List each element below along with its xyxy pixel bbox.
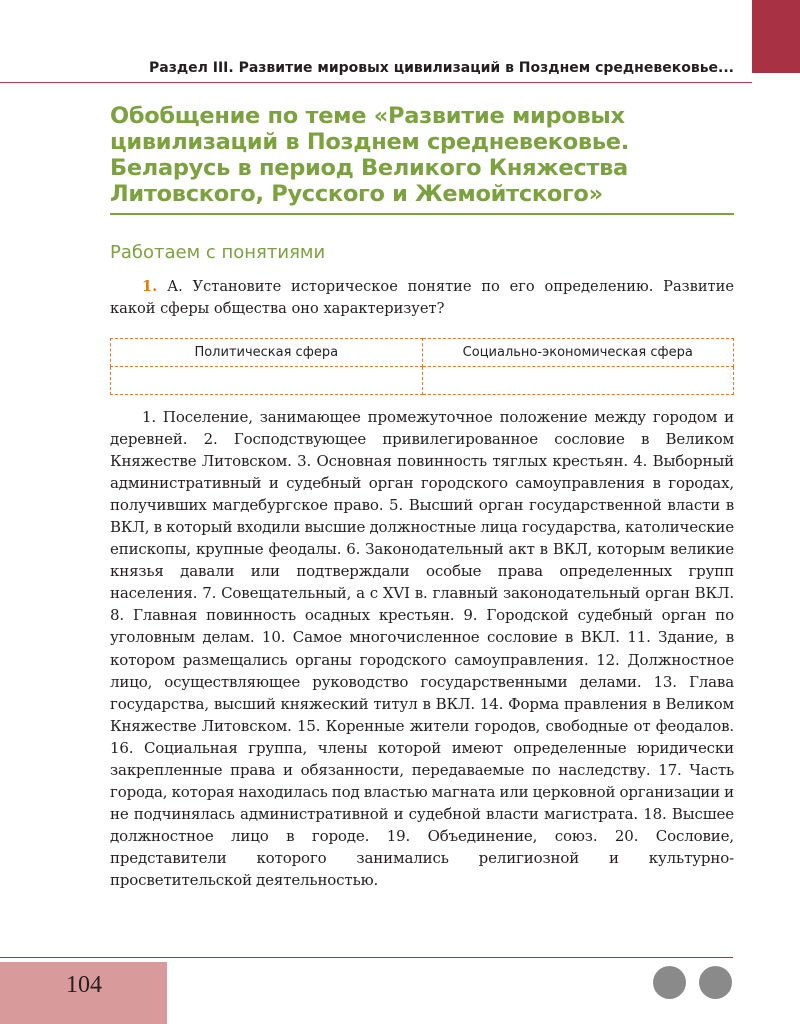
- table-header-row: [111, 339, 734, 367]
- corner-tab: [752, 0, 800, 73]
- footer-rule: [0, 957, 733, 958]
- running-header: Раздел III. Развитие мировых цивилизаций в Позднем средневековье...: [148, 60, 734, 76]
- decorative-dot-icon: [653, 966, 686, 999]
- header-political: Политическая сфера: [111, 339, 423, 367]
- header-socioeconomic: Социально-экономическая сфера: [422, 339, 734, 367]
- decorative-dot-icon: [699, 966, 732, 999]
- definitions-text: 1. Поселение, занимающее промежуточное положение между городом и деревней. 2. Господствующее привилегированное сословие в Великом Княжестве Литовском. 3. Основная повинность тяглых крестьян. 4. Выборный административный и судебный орган городского самоуправления в городах, получивших магдебургское право. 5. Высший орган государственной власти в ВКЛ, в который входили высшие должностные лица государства, католические епископы, крупные феодалы. 6. Законодательный акт в ВКЛ, которым великие князья давали или подтверждали особые права определенных групп населения. 7. Совещательный, а с XVI в. главный законодательный орган ВКЛ. 8. Главная повинность осадных крестьян. 9. Городской судебный орган по уголовным делам. 10. Самое многочисленное сословие в ВКЛ. 11. Здание, в котором размещались органы городского самоуправления. 12. Должностное лицо, осуществляющее руководство государственными делами. 13. Глава государства, высший княжеский титул в ВКЛ. 14. Форма правления в Великом Княжестве Литовском. 15. Коренные жители городов, свободные от феодалов. 16. Социальная группа, члены которой имеют определенные юридически закрепленные права и обязанности, передаваемые по наследству. 17. Часть города, которая находилась под властью магната или церковной организации и не подчинялась административной и судебной власти магистрата. 18. Высшее должностное лицо в городе. 19. Объединение, союз. 20. Сословие, представители которого занимались религиозной и культурно-просветительской деятельностью.: [110, 408, 734, 889]
- title-rule: [110, 213, 734, 215]
- task-text: А. Установите историческое понятие по его определению. Развитие какой сферы общества оно характеризует?: [110, 278, 734, 317]
- header-rule: [0, 82, 752, 83]
- table-row: [111, 367, 734, 395]
- section-title: Обобщение по теме «Развитие мировых цивилизаций в Позднем средневековье. Беларусь в период Великого Княжества Литовского, Русского и Жемойтского»: [110, 103, 630, 207]
- subsection-title: Работаем с понятиями: [110, 242, 326, 263]
- cell-political-empty: [111, 367, 423, 395]
- cell-socioeconomic-empty: [422, 367, 734, 395]
- sphere-table: [110, 338, 734, 395]
- task-number: 1.: [142, 278, 158, 295]
- page-number: 104: [66, 972, 102, 998]
- task-1: [110, 276, 734, 320]
